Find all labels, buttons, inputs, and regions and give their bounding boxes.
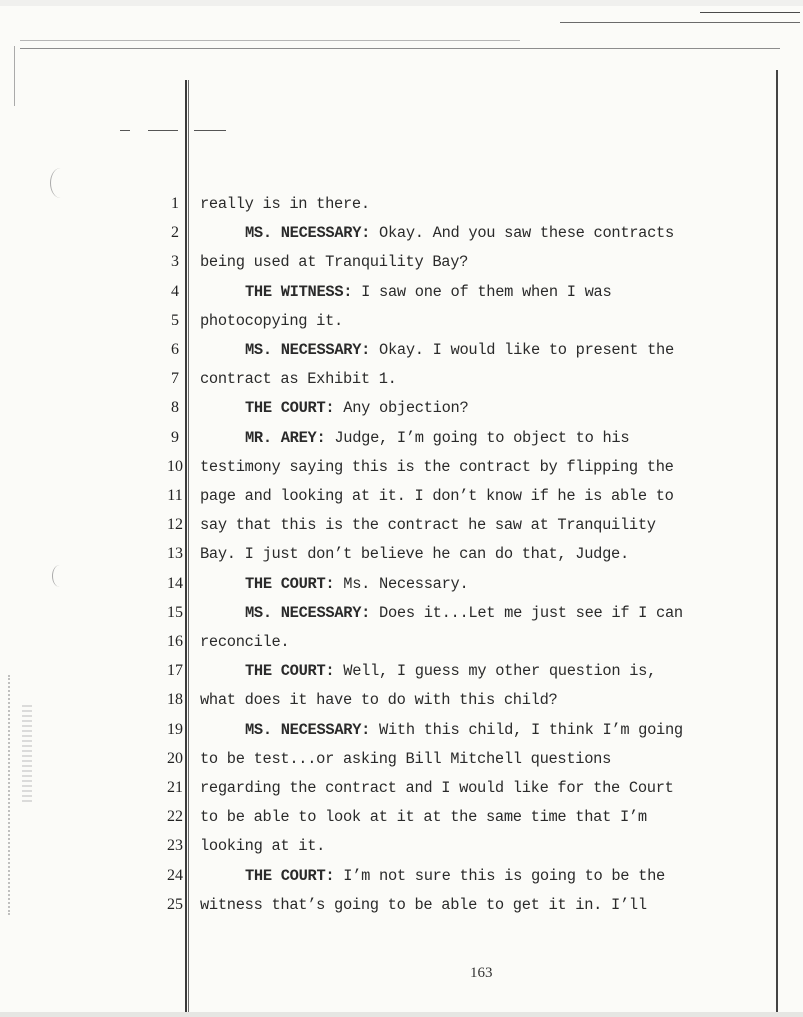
line-text bbox=[245, 599, 775, 627]
transcript-line bbox=[0, 891, 803, 919]
line-text bbox=[245, 394, 775, 422]
spoken-text: Okay. I would like to present the bbox=[370, 341, 674, 359]
line-number: 2 bbox=[171, 224, 179, 242]
spoken-text: to be test...or asking Bill Mitchell questions bbox=[200, 749, 612, 768]
transcript-line bbox=[0, 745, 803, 773]
transcript-line bbox=[0, 336, 803, 364]
line-number: 13 bbox=[167, 545, 183, 563]
line-number: 22 bbox=[167, 808, 183, 826]
line-number: 15 bbox=[167, 603, 183, 621]
spoken-text: Bay. I just don’t believe he can do that, Judge. bbox=[200, 545, 629, 564]
transcript-line bbox=[0, 716, 803, 744]
line-number: 25 bbox=[167, 895, 183, 913]
speaker-label: THE COURT: bbox=[245, 574, 335, 593]
transcript-line bbox=[0, 570, 803, 598]
transcript-line bbox=[0, 453, 803, 481]
line-text bbox=[200, 511, 775, 539]
speaker-label: MR. AREY: bbox=[245, 428, 326, 447]
line-number: 9 bbox=[171, 428, 179, 446]
speaker-label: MS. NECESSARY: bbox=[245, 341, 371, 359]
line-number: 19 bbox=[167, 720, 183, 738]
transcript-line bbox=[0, 686, 803, 714]
line-text bbox=[200, 774, 775, 802]
line-text bbox=[200, 190, 775, 218]
line-number: 17 bbox=[167, 662, 183, 680]
spoken-text: regarding the contract and I would like for the Court bbox=[200, 779, 674, 797]
spoken-text: witness that’s going to be able to get it in. I’ll bbox=[200, 895, 647, 914]
line-number: 12 bbox=[167, 516, 183, 534]
spoken-text: Ms. Necessary. bbox=[334, 574, 469, 593]
line-text bbox=[200, 365, 775, 393]
line-text bbox=[200, 891, 775, 919]
line-number: 20 bbox=[167, 749, 183, 767]
scan-artifact-line bbox=[560, 22, 800, 23]
speaker-label: MS. NECESSARY: bbox=[245, 224, 371, 243]
line-text bbox=[200, 453, 775, 481]
line-text bbox=[245, 570, 775, 598]
margin-dash bbox=[120, 130, 130, 131]
spoken-text: contract as Exhibit 1. bbox=[200, 370, 397, 389]
line-text bbox=[200, 307, 775, 335]
spoken-text: Does it...Let me just see if I can bbox=[370, 603, 683, 622]
scan-artifact-line bbox=[14, 46, 15, 106]
transcript-line bbox=[0, 832, 803, 860]
spoken-text: say that this is the contract he saw at Tranquility bbox=[200, 516, 656, 535]
transcript-line bbox=[0, 482, 803, 510]
spoken-text: Well, I guess my other question is, bbox=[334, 662, 657, 681]
transcript-line bbox=[0, 599, 803, 627]
margin-dash bbox=[194, 130, 226, 131]
speaker-label: THE COURT: bbox=[245, 399, 335, 418]
transcript-line bbox=[0, 862, 803, 890]
line-text bbox=[245, 424, 775, 452]
line-number: 7 bbox=[171, 370, 179, 388]
line-number: 5 bbox=[171, 311, 179, 329]
scan-artifact-line bbox=[20, 48, 780, 49]
line-text bbox=[200, 540, 775, 568]
margin-dash bbox=[148, 130, 178, 131]
spoken-text: really is in there. bbox=[200, 195, 370, 213]
speaker-label: MS. NECESSARY: bbox=[245, 603, 371, 622]
spoken-text: Any objection? bbox=[334, 399, 469, 418]
scan-artifact-line bbox=[700, 12, 800, 13]
scan-artifact-line bbox=[20, 40, 520, 41]
transcript-line bbox=[0, 278, 803, 306]
transcript-line bbox=[0, 365, 803, 393]
line-number: 24 bbox=[167, 866, 183, 884]
line-text bbox=[200, 803, 775, 831]
transcript-line bbox=[0, 248, 803, 276]
spoken-text: Judge, I’m going to object to his bbox=[325, 428, 630, 447]
line-text bbox=[200, 482, 775, 510]
line-number: 18 bbox=[167, 691, 183, 709]
line-text bbox=[200, 628, 775, 656]
line-number: 11 bbox=[167, 487, 183, 504]
line-text bbox=[245, 862, 775, 890]
spoken-text: to be able to look at it at the same time that I’m bbox=[200, 808, 647, 827]
line-number: 8 bbox=[171, 399, 179, 417]
spoken-text: I saw one of them when I was bbox=[352, 282, 612, 301]
line-number: 3 bbox=[171, 253, 179, 271]
speaker-label: THE COURT: bbox=[245, 662, 335, 681]
line-text bbox=[245, 336, 775, 364]
line-number: 4 bbox=[171, 282, 179, 300]
spoken-text: page and looking at it. I don’t know if he is able to bbox=[200, 487, 674, 505]
speaker-label: THE WITNESS: bbox=[245, 282, 353, 301]
line-number: 6 bbox=[171, 341, 179, 358]
line-number: 1 bbox=[171, 195, 179, 212]
speaker-label: MS. NECESSARY: bbox=[245, 720, 371, 739]
line-number: 16 bbox=[167, 633, 183, 650]
spoken-text: looking at it. bbox=[200, 837, 326, 856]
transcript-line bbox=[0, 307, 803, 335]
transcript-line bbox=[0, 511, 803, 539]
transcript-line bbox=[0, 628, 803, 656]
transcript-line bbox=[0, 540, 803, 568]
spoken-text: photocopying it. bbox=[200, 311, 343, 330]
spoken-text: I’m not sure this is going to be the bbox=[334, 866, 665, 885]
line-number: 10 bbox=[167, 457, 183, 475]
spoken-text: Okay. And you saw these contracts bbox=[370, 224, 674, 243]
line-number: 23 bbox=[167, 837, 183, 855]
transcript-line bbox=[0, 774, 803, 802]
line-text bbox=[245, 278, 775, 306]
transcript-line bbox=[0, 394, 803, 422]
line-text bbox=[245, 657, 775, 685]
transcript-line bbox=[0, 657, 803, 685]
line-text bbox=[200, 686, 775, 714]
spoken-text: what does it have to do with this child? bbox=[200, 691, 558, 710]
transcript-line bbox=[0, 190, 803, 218]
line-text bbox=[200, 832, 775, 860]
line-text bbox=[245, 219, 775, 247]
scan-bottom-edge bbox=[0, 1012, 803, 1017]
spoken-text: With this child, I think I’m going bbox=[370, 720, 683, 739]
speaker-label: THE COURT: bbox=[245, 866, 335, 885]
line-text bbox=[200, 248, 775, 276]
transcript-line bbox=[0, 803, 803, 831]
line-number: 14 bbox=[167, 574, 183, 592]
line-text bbox=[200, 745, 775, 773]
line-text bbox=[245, 716, 775, 744]
spoken-text: testimony saying this is the contract by flipping the bbox=[200, 457, 674, 476]
transcript-line bbox=[0, 219, 803, 247]
page-number: 163 bbox=[470, 965, 493, 981]
spoken-text: reconcile. bbox=[200, 633, 290, 651]
spoken-text: being used at Tranquility Bay? bbox=[200, 253, 469, 272]
transcript-line bbox=[0, 424, 803, 452]
line-number: 21 bbox=[167, 779, 183, 796]
scan-top-edge bbox=[0, 0, 803, 6]
